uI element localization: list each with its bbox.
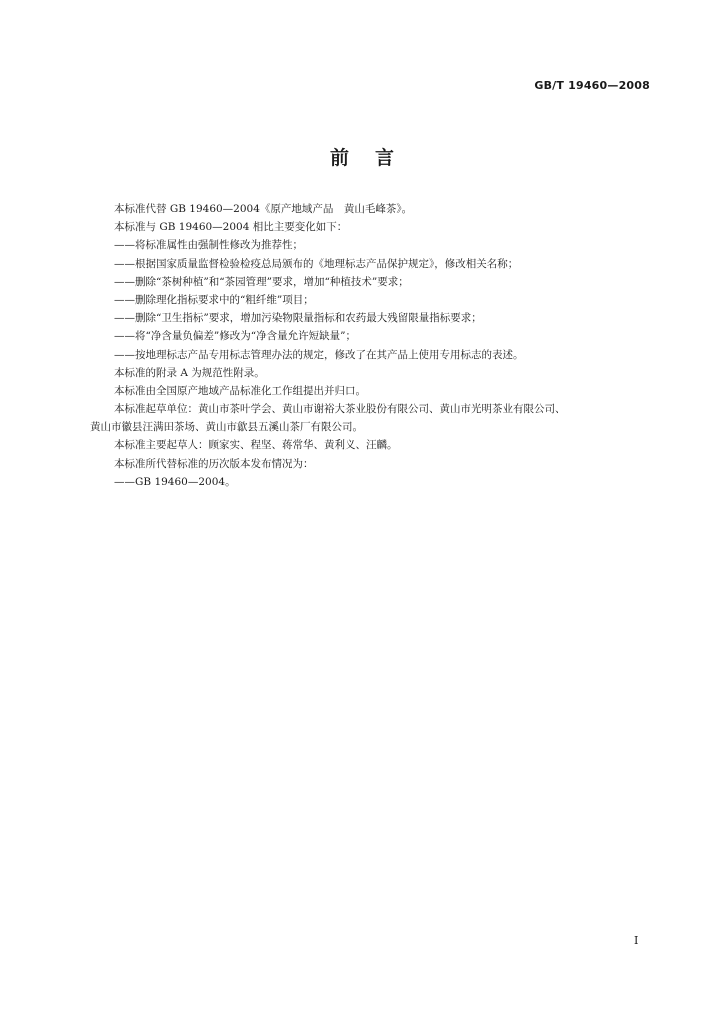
paragraph-line: 本标准代替 GB 19460—2004《原产地域产品 黄山毛峰茶》。 — [114, 203, 413, 215]
paragraph-line: 本标准与 GB 19460—2004 相比主要变化如下： — [114, 221, 348, 234]
change-item: ——删除理化指标要求中的“粗纤维”项目； — [114, 293, 314, 306]
history-item: ——GB 19460—2004。 — [114, 475, 236, 488]
paragraph-line: 本标准由全国原产地域产品标准化工作组提出并归口。 — [114, 384, 366, 397]
foreword-body — [90, 200, 656, 491]
paragraph-line: 本标准的附录 A 为规范性附录。 — [114, 366, 265, 379]
change-item: ——删除“茶树种植”和“茶园管理”要求，增加“种植技术”要求； — [114, 275, 409, 288]
page-title: 前言 — [329, 147, 420, 169]
change-item: ——按地理标志产品专用标志管理办法的规定，修改了在其产品上使用专用标志的表述。 — [114, 348, 524, 361]
change-item: ——删除“卫生指标”要求，增加污染物限量指标和农药最大残留限量指标要求； — [114, 312, 482, 325]
change-item: ——将标准属性由强制性修改为推荐性； — [114, 239, 303, 252]
change-item: ——将“净含量负偏差”修改为“净含量允许短缺量”； — [114, 330, 356, 343]
paragraph-line: 本标准主要起草人：顾家实、程坚、蒋常华、黄利义、汪麟。 — [114, 439, 398, 452]
standard-number: GB/T 19460—2008 — [534, 79, 650, 92]
change-item: ——根据国家质量监督检验检疫总局颁布的《地理标志产品保护规定》，修改相关名称； — [114, 257, 519, 270]
paragraph-line: 本标准起草单位：黄山市茶叶学会、黄山市谢裕大茶业股份有限公司、黄山市光明茶业有限公司、 — [114, 403, 566, 416]
page-number: I — [634, 934, 639, 947]
paragraph-line: 本标准所代替标准的历次版本发布情况为： — [114, 457, 314, 470]
paragraph-line: 黄山市徽县汪满田茶场、黄山市歙县五溪山茶厂有限公司。 — [90, 421, 363, 434]
